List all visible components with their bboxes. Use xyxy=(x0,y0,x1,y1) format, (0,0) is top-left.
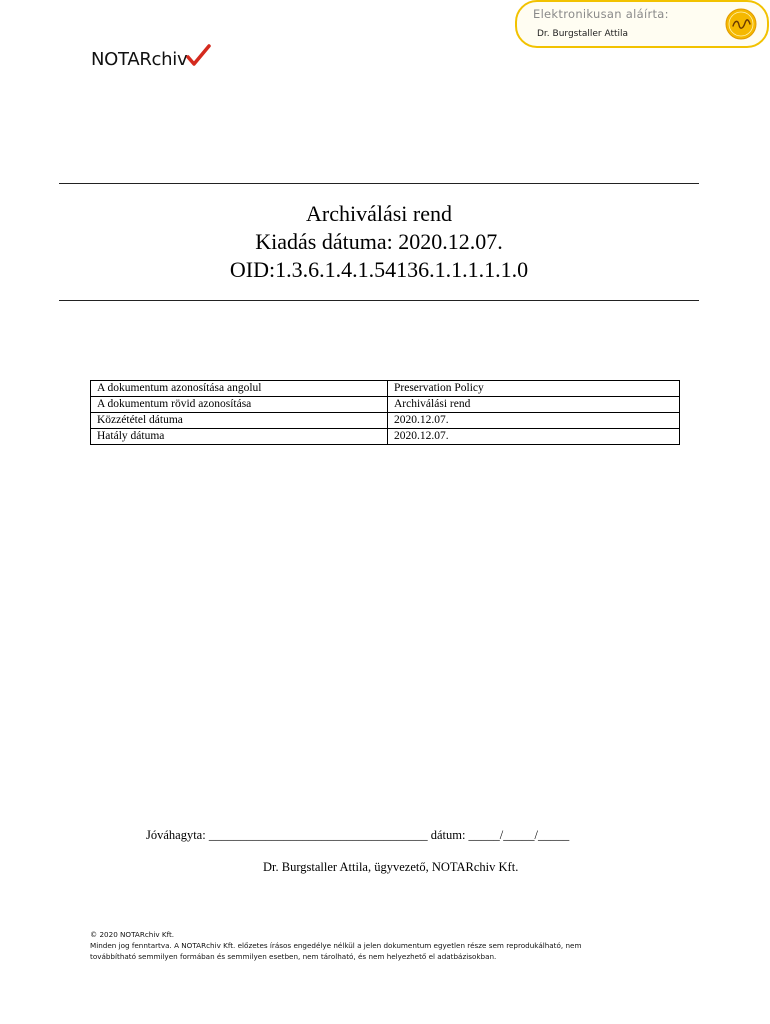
table-cell-key: A dokumentum azonosítása angolul xyxy=(91,381,388,397)
title-bottom-rule xyxy=(59,300,699,301)
document-metadata-table xyxy=(90,380,680,445)
table-row xyxy=(91,413,680,429)
rights-text-line-1: Minden jog fenntartva. A NOTARchiv Kft. előzetes írásos engedélye nélkül a jelen dokumentum egyetlen része sem reprodukálható, nem xyxy=(90,941,582,950)
table-cell-key: Közzététel dátuma xyxy=(91,413,388,429)
document-title-block xyxy=(59,200,699,284)
table-row xyxy=(91,381,680,397)
red-checkmark-icon xyxy=(185,43,211,69)
signo-seal-icon xyxy=(725,8,757,40)
approver-name: Dr. Burgstaller Attila, ügyvezető, NOTARchiv Kft. xyxy=(263,860,519,874)
logo-text: NOTARchiv xyxy=(91,48,188,70)
rights-text-line-2: továbbítható semmilyen formában és semmilyen esetben, nem tárolható, és nem helyezhető el adatbázisokban. xyxy=(90,952,497,961)
notarchiv-logo xyxy=(91,45,211,73)
issue-date: Kiadás dátuma: 2020.12.07. xyxy=(255,229,503,254)
table-cell-value: Archiválási rend xyxy=(388,397,680,413)
table-row xyxy=(91,429,680,445)
signer-name: Dr. Burgstaller Attila xyxy=(537,29,629,39)
table-cell-key: A dokumentum rövid azonosítása xyxy=(91,397,388,413)
table-cell-value: Preservation Policy xyxy=(388,381,680,397)
table-row xyxy=(91,397,680,413)
copyright-footer xyxy=(90,929,690,962)
copyright-notice: © 2020 NOTARchiv Kft. xyxy=(90,930,175,939)
table-cell-key: Hatály dátuma xyxy=(91,429,388,445)
table-cell-value: 2020.12.07. xyxy=(388,413,680,429)
title-top-rule xyxy=(59,183,699,184)
signature-title: Elektronikusan aláírta: xyxy=(533,7,669,21)
approval-line: Jóváhagyta: ___________________________________ dátum: _____/_____/_____ xyxy=(146,828,570,842)
document-title: Archiválási rend xyxy=(306,201,452,226)
document-oid: OID:1.3.6.1.4.1.54136.1.1.1.1.1.0 xyxy=(229,257,529,282)
electronic-signature-stamp xyxy=(515,0,769,48)
table-cell-value: 2020.12.07. xyxy=(388,429,680,445)
